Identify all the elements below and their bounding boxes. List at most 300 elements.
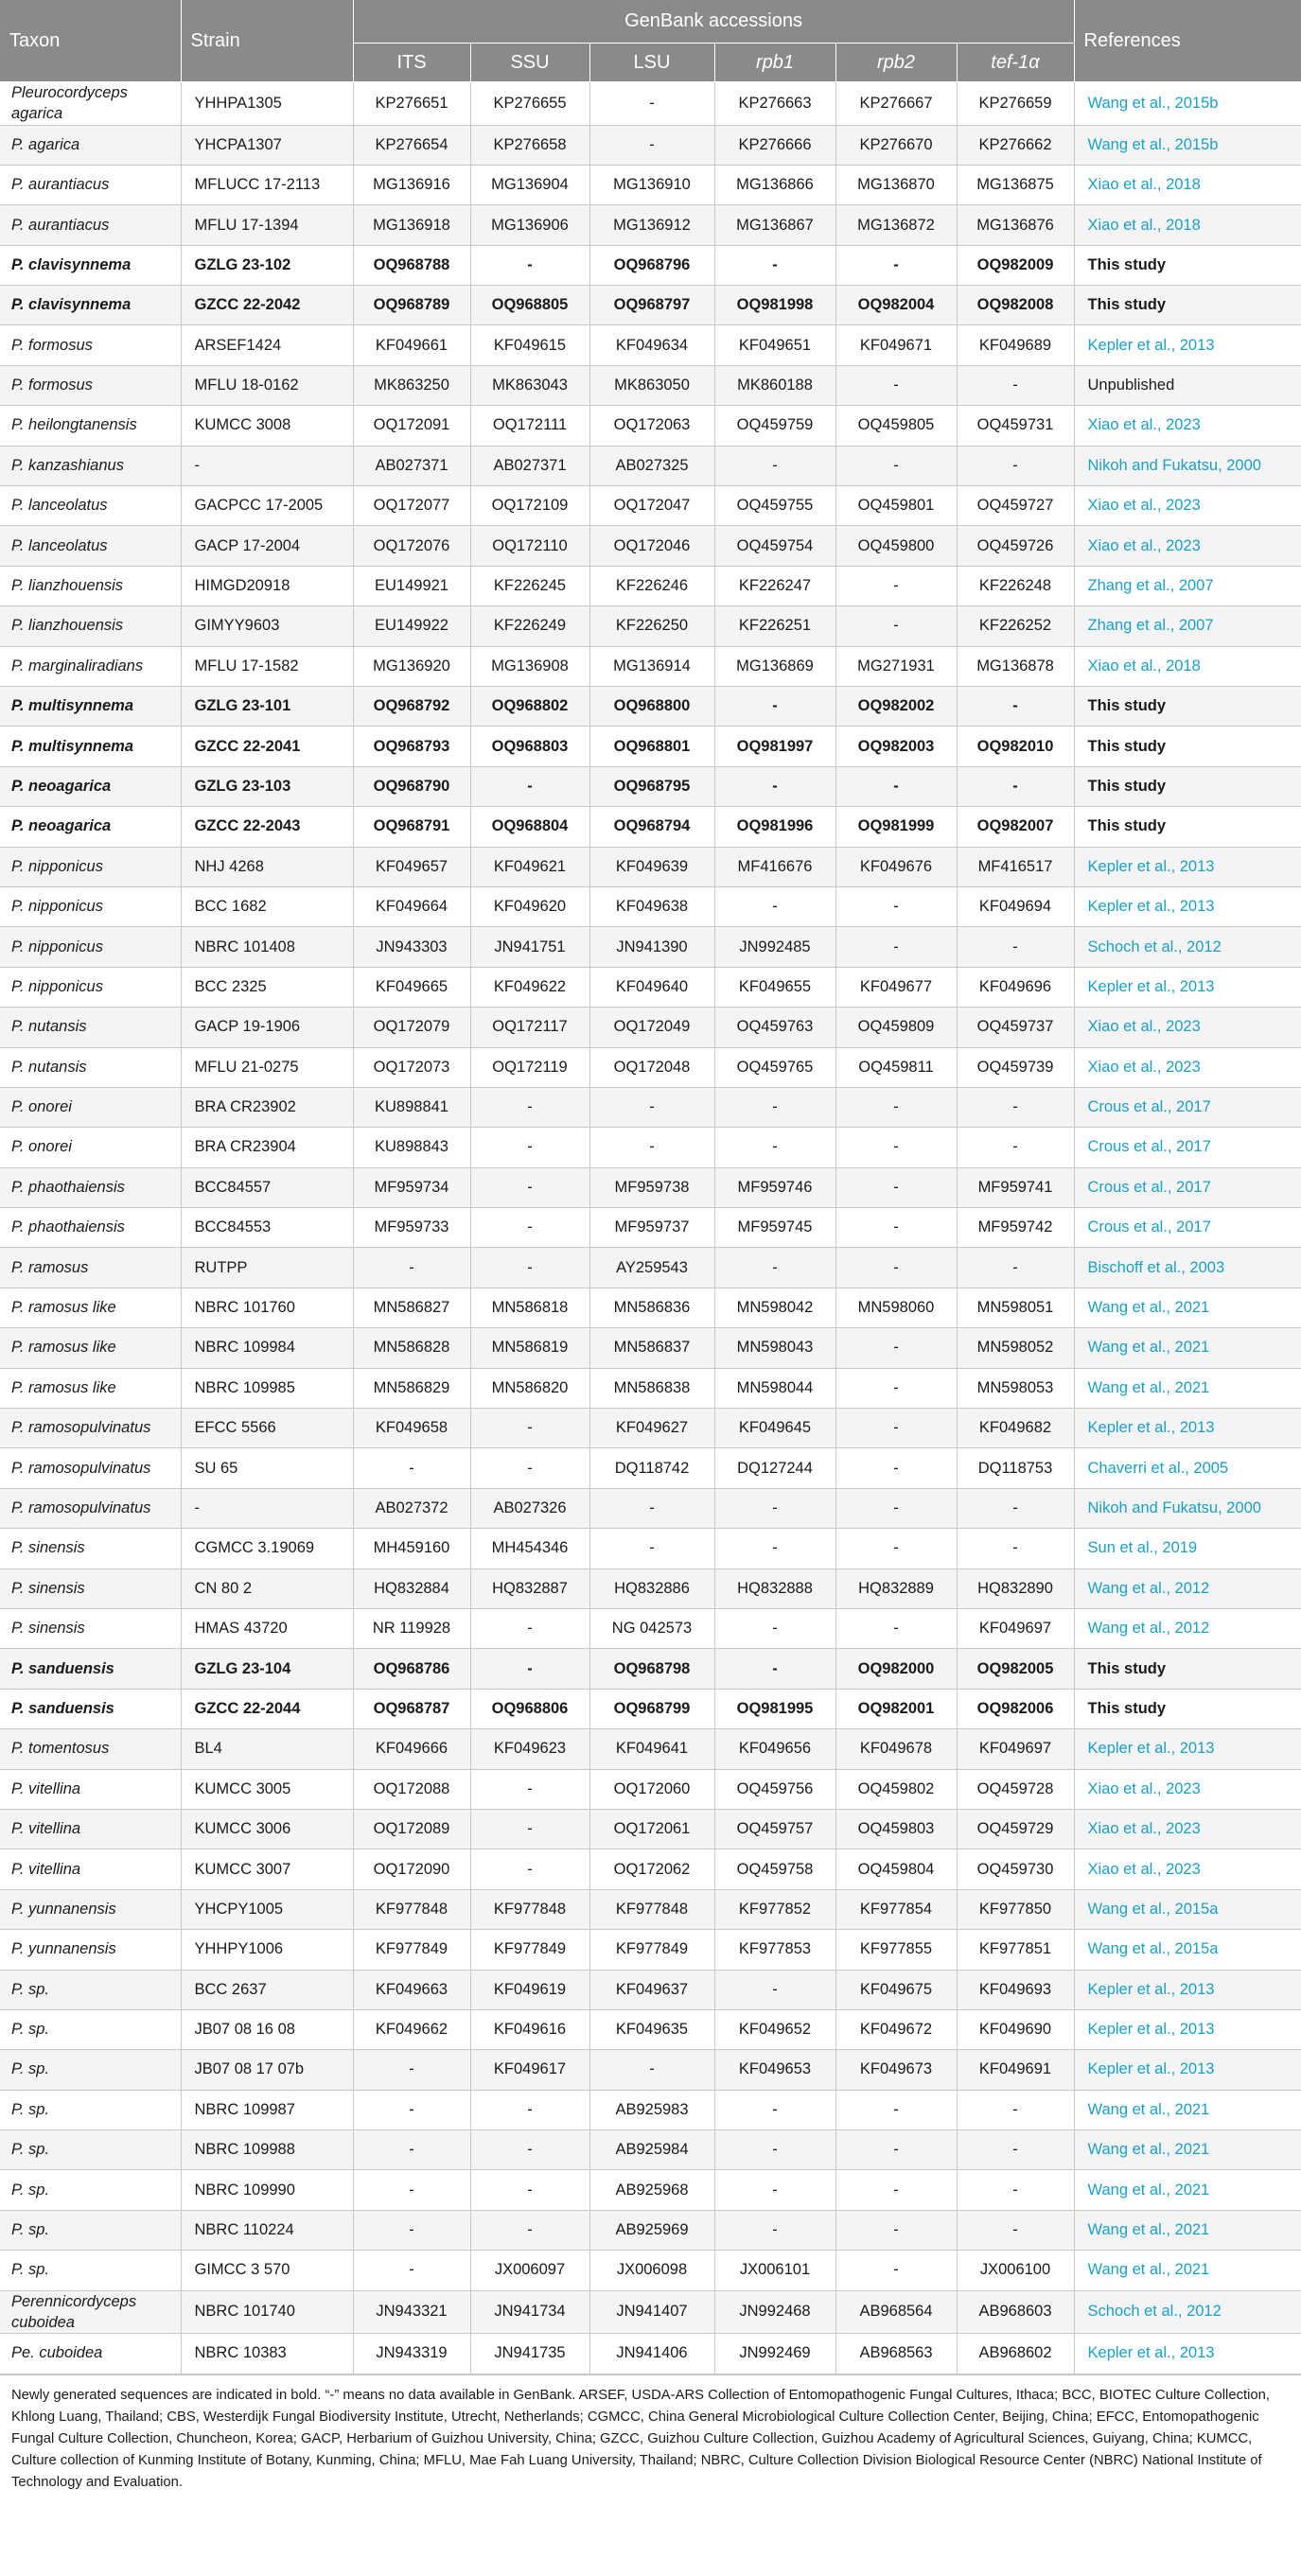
accession-cell: OQ982009	[957, 245, 1074, 285]
taxon-cell: P. sanduensis	[0, 1649, 181, 1689]
strain-cell: YHHPY1006	[181, 1930, 353, 1970]
reference-cell: This study	[1074, 766, 1301, 806]
reference-link[interactable]: Kepler et al., 2013	[1074, 1729, 1301, 1769]
reference-link[interactable]: Xiao et al., 2023	[1074, 406, 1301, 446]
table-row	[0, 286, 1301, 325]
reference-link[interactable]: Wang et al., 2021	[1074, 1328, 1301, 1368]
strain-cell: ARSEF1424	[181, 325, 353, 365]
accession-cell: -	[957, 766, 1074, 806]
reference-link[interactable]: Wang et al., 2015a	[1074, 1930, 1301, 1970]
accession-cell: KF049616	[470, 2009, 589, 2049]
accession-cell: MG271931	[835, 646, 957, 686]
reference-link[interactable]: Wang et al., 2012	[1074, 1608, 1301, 1648]
accession-cell: -	[470, 1809, 589, 1849]
reference-link[interactable]: Xiao et al., 2023	[1074, 1008, 1301, 1047]
accession-cell: OQ459765	[714, 1047, 835, 1087]
table-row	[0, 1689, 1301, 1728]
table-row	[0, 687, 1301, 727]
accession-cell: MF959746	[714, 1167, 835, 1207]
table-row	[0, 2130, 1301, 2170]
accession-cell: MN598053	[957, 1368, 1074, 1408]
accession-cell: MN586827	[353, 1288, 470, 1327]
table-row	[0, 1809, 1301, 1849]
reference-link[interactable]: Schoch et al., 2012	[1074, 2290, 1301, 2334]
accession-cell: -	[470, 1448, 589, 1488]
strain-cell: MFLU 18-0162	[181, 365, 353, 405]
accession-cell: KF226245	[470, 566, 589, 605]
strain-cell: KUMCC 3005	[181, 1769, 353, 1809]
accession-cell: OQ172088	[353, 1769, 470, 1809]
strain-cell: GZLG 23-102	[181, 245, 353, 285]
accession-cell: -	[714, 1128, 835, 1167]
table-row	[0, 1769, 1301, 1809]
accession-cell: MG136870	[835, 165, 957, 204]
reference-cell: This study	[1074, 1649, 1301, 1689]
reference-link[interactable]: Kepler et al., 2013	[1074, 2009, 1301, 2049]
reference-link[interactable]: Kepler et al., 2013	[1074, 2050, 1301, 2090]
accession-cell: OQ172079	[353, 1008, 470, 1047]
strain-cell: BRA CR23902	[181, 1087, 353, 1127]
reference-link[interactable]: Zhang et al., 2007	[1074, 606, 1301, 646]
taxon-cell: P. clavisynnema	[0, 286, 181, 325]
accession-cell: -	[714, 2090, 835, 2129]
accession-cell: OQ172117	[470, 1008, 589, 1047]
accession-cell: -	[835, 1368, 957, 1408]
accession-cell: -	[470, 1248, 589, 1288]
accession-cell: AB027371	[470, 446, 589, 485]
accession-cell: OQ172111	[470, 406, 589, 446]
accession-cell: -	[835, 1488, 957, 1528]
accession-cell: JN943319	[353, 2334, 470, 2374]
reference-link[interactable]: Kepler et al., 2013	[1074, 847, 1301, 886]
accession-cell: KF049693	[957, 1970, 1074, 2009]
reference-link[interactable]: Xiao et al., 2023	[1074, 1809, 1301, 1849]
reference-link[interactable]: Crous et al., 2017	[1074, 1167, 1301, 1207]
accession-cell: OQ982000	[835, 1649, 957, 1689]
accession-cell: AY259543	[589, 1248, 714, 1288]
reference-link[interactable]: Crous et al., 2017	[1074, 1208, 1301, 1248]
table-footnote: Newly generated sequences are indicated in bold. “-” means no data available in GenBank. ARSEF, USDA-ARS Collection of Entomopathogenic Fungal Cultures, Ithaca; BCC, BIOTEC Culture Collection, Khlong Luang, Thailand; CBS, Westerdijk Fungal Biodiversity Institute, Utrecht, Netherlands; CGMCC, China General Microbiological Culture Collection Center, Beijing, China; EFCC, Entomopathogenic Fungal Culture Collection, Chuncheon, Korea; GACP, Herbarium of Guizhou University, China; GZCC, Guizhou Culture Collection, Guizhou Academy of Agricultural Sciences, Guiyang, China; KUMCC, Culture collection of Kunming Institute of Botany, Kunming, China; MFLU, Mae Fah Luang University, Thailand; NBRC, Culture Collection Division Biological Resource Center (NBRC) National Institute of Technology and Evaluation.	[0, 2374, 1301, 2494]
accession-cell: MF959737	[589, 1208, 714, 1248]
accession-cell: OQ968796	[589, 245, 714, 285]
accession-cell: -	[470, 2090, 589, 2129]
accession-cell: OQ968794	[589, 807, 714, 847]
header-locus-ssu: SSU	[470, 44, 589, 82]
accession-cell: KF977851	[957, 1930, 1074, 1970]
accession-cell: -	[957, 2090, 1074, 2129]
accession-cell: KF049694	[957, 886, 1074, 926]
strain-cell: NBRC 101740	[181, 2290, 353, 2334]
header-locus-rpb2: rpb2	[835, 44, 957, 82]
accession-cell: MG136912	[589, 205, 714, 245]
accession-cell: MN586819	[470, 1328, 589, 1368]
accession-cell: OQ981996	[714, 807, 835, 847]
accession-cell: MF416676	[714, 847, 835, 886]
accession-cell: JN941406	[589, 2334, 714, 2374]
accession-cell: KP276662	[957, 125, 1074, 165]
reference-link[interactable]: Xiao et al., 2018	[1074, 646, 1301, 686]
accession-cell: -	[353, 1248, 470, 1288]
accession-cell: -	[714, 2170, 835, 2210]
accession-cell: -	[353, 2050, 470, 2090]
accession-cell: MG136866	[714, 165, 835, 204]
reference-link[interactable]: Kepler et al., 2013	[1074, 1970, 1301, 2009]
taxon-cell: Pleurocordyceps agarica	[0, 82, 181, 126]
reference-link[interactable]: Kepler et al., 2013	[1074, 886, 1301, 926]
accession-cell: OQ172046	[589, 526, 714, 566]
accession-cell: KF049635	[589, 2009, 714, 2049]
accession-cell: -	[714, 687, 835, 727]
reference-link[interactable]: Bischoff et al., 2003	[1074, 1248, 1301, 1288]
accession-cell: EU149922	[353, 606, 470, 646]
taxon-cell: P. vitellina	[0, 1849, 181, 1889]
strain-cell: JB07 08 17 07b	[181, 2050, 353, 2090]
accession-cell: KF049664	[353, 886, 470, 926]
table-row	[0, 1008, 1301, 1047]
accession-cell: HQ832888	[714, 1568, 835, 1608]
accession-cell: KF049639	[589, 847, 714, 886]
accession-cell: KF049696	[957, 967, 1074, 1007]
accession-cell: OQ968802	[470, 687, 589, 727]
strain-cell: NBRC 109990	[181, 2170, 353, 2210]
accession-cell: MG136918	[353, 205, 470, 245]
accession-cell: NG 042573	[589, 1608, 714, 1648]
accession-cell: OQ172049	[589, 1008, 714, 1047]
accession-cell: -	[470, 1608, 589, 1648]
table-row	[0, 1167, 1301, 1207]
accession-cell: JX006098	[589, 2251, 714, 2290]
reference-link[interactable]: Xiao et al., 2023	[1074, 1769, 1301, 1809]
accession-cell: OQ968791	[353, 807, 470, 847]
accession-cell: KF049615	[470, 325, 589, 365]
accession-cell: JN941390	[589, 927, 714, 967]
reference-link[interactable]: Xiao et al., 2023	[1074, 1047, 1301, 1087]
accession-cell: MF959742	[957, 1208, 1074, 1248]
reference-link[interactable]: Crous et al., 2017	[1074, 1087, 1301, 1127]
reference-link[interactable]: Nikoh and Fukatsu, 2000	[1074, 446, 1301, 485]
accession-cell: OQ968792	[353, 687, 470, 727]
accession-cell: KF226252	[957, 606, 1074, 646]
accession-cell: KF049682	[957, 1409, 1074, 1448]
table-row	[0, 1849, 1301, 1889]
taxon-cell: P. agarica	[0, 125, 181, 165]
accession-cell: -	[957, 2170, 1074, 2210]
accession-cell: KF049651	[714, 325, 835, 365]
accession-cell: MN598044	[714, 1368, 835, 1408]
accession-cell: MF959741	[957, 1167, 1074, 1207]
accession-cell: -	[957, 1529, 1074, 1568]
accession-cell: OQ459728	[957, 1769, 1074, 1809]
header-strain: Strain	[181, 0, 353, 82]
accession-cell: KU898841	[353, 1087, 470, 1127]
reference-link[interactable]: Wang et al., 2015b	[1074, 125, 1301, 165]
accession-cell: -	[835, 1248, 957, 1288]
accession-cell: KP276667	[835, 82, 957, 126]
accession-cell: KF049690	[957, 2009, 1074, 2049]
accession-cell: OQ981999	[835, 807, 957, 847]
accession-cell: OQ981997	[714, 727, 835, 766]
accession-cell: OQ459737	[957, 1008, 1074, 1047]
table-row	[0, 1649, 1301, 1689]
taxon-cell: P. nipponicus	[0, 886, 181, 926]
reference-link[interactable]: Wang et al., 2021	[1074, 1288, 1301, 1327]
accession-cell: OQ968787	[353, 1689, 470, 1728]
table-row	[0, 526, 1301, 566]
taxon-cell: P. tomentosus	[0, 1729, 181, 1769]
accession-cell: HQ832887	[470, 1568, 589, 1608]
accession-cell: -	[835, 1208, 957, 1248]
reference-link[interactable]: Xiao et al., 2023	[1074, 486, 1301, 526]
accession-cell: MG136872	[835, 205, 957, 245]
taxon-cell: P. lanceolatus	[0, 486, 181, 526]
table-row	[0, 82, 1301, 126]
reference-link[interactable]: Wang et al., 2021	[1074, 2251, 1301, 2290]
accession-cell: OQ981995	[714, 1689, 835, 1728]
table-row	[0, 646, 1301, 686]
accession-cell: -	[714, 2210, 835, 2250]
strain-cell: NBRC 101760	[181, 1288, 353, 1327]
accession-cell: OQ968798	[589, 1649, 714, 1689]
accession-cell: OQ982003	[835, 727, 957, 766]
accession-cell: OQ968795	[589, 766, 714, 806]
accession-cell: -	[470, 2130, 589, 2170]
accession-cell: OQ172062	[589, 1849, 714, 1889]
table-row	[0, 1729, 1301, 1769]
accession-cell: KF049697	[957, 1729, 1074, 1769]
table-row	[0, 2290, 1301, 2334]
accession-cell: KF049657	[353, 847, 470, 886]
reference-link[interactable]: Wang et al., 2012	[1074, 1568, 1301, 1608]
accession-cell: KF049653	[714, 2050, 835, 2090]
accession-cell: -	[353, 2210, 470, 2250]
taxon-cell: P. nipponicus	[0, 967, 181, 1007]
table-row	[0, 807, 1301, 847]
reference-cell: This study	[1074, 245, 1301, 285]
taxon-cell: P. sp.	[0, 2210, 181, 2250]
accession-cell: OQ968793	[353, 727, 470, 766]
reference-link[interactable]: Kepler et al., 2013	[1074, 325, 1301, 365]
table-row	[0, 165, 1301, 204]
header-genbank-accessions: GenBank accessions	[353, 0, 1074, 44]
accession-cell: OQ172061	[589, 1809, 714, 1849]
strain-cell: NBRC 10383	[181, 2334, 353, 2374]
accession-cell: -	[353, 2170, 470, 2210]
accession-cell: -	[835, 927, 957, 967]
accession-cell: JN941735	[470, 2334, 589, 2374]
accession-cell: MN598042	[714, 1288, 835, 1327]
taxon-cell: P. formosus	[0, 325, 181, 365]
accession-cell: KP276659	[957, 82, 1074, 126]
accession-cell: MF416517	[957, 847, 1074, 886]
accession-cell: MG136869	[714, 646, 835, 686]
accession-cell: EU149921	[353, 566, 470, 605]
accession-cell: HQ832884	[353, 1568, 470, 1608]
accession-cell: KP276658	[470, 125, 589, 165]
accession-cell: -	[470, 766, 589, 806]
reference-link[interactable]: Chaverri et al., 2005	[1074, 1448, 1301, 1488]
reference-link[interactable]: Nikoh and Fukatsu, 2000	[1074, 1488, 1301, 1528]
accession-cell: OQ968805	[470, 286, 589, 325]
taxon-cell: P. sp.	[0, 1970, 181, 2009]
strain-cell: -	[181, 446, 353, 485]
reference-link[interactable]: Wang et al., 2021	[1074, 2210, 1301, 2250]
table-row	[0, 446, 1301, 485]
accession-cell: OQ968799	[589, 1689, 714, 1728]
reference-cell: This study	[1074, 687, 1301, 727]
accession-cell: -	[714, 245, 835, 285]
accession-cell: KF049661	[353, 325, 470, 365]
accession-cell: MN586838	[589, 1368, 714, 1408]
reference-link[interactable]: Schoch et al., 2012	[1074, 927, 1301, 967]
strain-cell: GZLG 23-104	[181, 1649, 353, 1689]
accession-cell: MG136878	[957, 646, 1074, 686]
accession-cell: OQ459757	[714, 1809, 835, 1849]
accession-cell: -	[835, 1448, 957, 1488]
taxon-cell: P. clavisynnema	[0, 245, 181, 285]
reference-link[interactable]: Wang et al., 2015b	[1074, 82, 1301, 126]
accession-cell: -	[714, 2130, 835, 2170]
accession-cell: JN992469	[714, 2334, 835, 2374]
accession-cell: MN598051	[957, 1288, 1074, 1327]
reference-link[interactable]: Xiao et al., 2023	[1074, 526, 1301, 566]
reference-link[interactable]: Kepler et al., 2013	[1074, 967, 1301, 1007]
accession-cell: -	[470, 245, 589, 285]
accession-cell: OQ459803	[835, 1809, 957, 1849]
reference-link[interactable]: Sun et al., 2019	[1074, 1529, 1301, 1568]
accession-cell: OQ459804	[835, 1849, 957, 1889]
accession-cell: JX006101	[714, 2251, 835, 2290]
strain-cell: BCC 2637	[181, 1970, 353, 2009]
taxon-cell: P. kanzashianus	[0, 446, 181, 485]
table-row	[0, 1529, 1301, 1568]
accession-cell: MG136876	[957, 205, 1074, 245]
taxon-cell: P. onorei	[0, 1128, 181, 1167]
accession-cell: KF049672	[835, 2009, 957, 2049]
taxon-cell: P. sinensis	[0, 1608, 181, 1648]
header-locus-rpb1: rpb1	[714, 44, 835, 82]
accession-cell: -	[835, 365, 957, 405]
accession-cell: MH454346	[470, 1529, 589, 1568]
strain-cell: GACP 19-1906	[181, 1008, 353, 1047]
accession-cell: KF049622	[470, 967, 589, 1007]
accession-cell: KF977848	[470, 1889, 589, 1929]
taxon-cell: P. neoagarica	[0, 766, 181, 806]
reference-link[interactable]: Zhang et al., 2007	[1074, 566, 1301, 605]
strain-cell: NBRC 109987	[181, 2090, 353, 2129]
accession-cell: MG136867	[714, 205, 835, 245]
accession-cell: KF226249	[470, 606, 589, 646]
table-row	[0, 727, 1301, 766]
reference-link[interactable]: Wang et al., 2015a	[1074, 1889, 1301, 1929]
reference-link[interactable]: Crous et al., 2017	[1074, 1128, 1301, 1167]
reference-link[interactable]: Xiao et al., 2023	[1074, 1849, 1301, 1889]
accession-cell: OQ981998	[714, 286, 835, 325]
reference-link[interactable]: Xiao et al., 2018	[1074, 165, 1301, 204]
table-row	[0, 1930, 1301, 1970]
strain-cell: NBRC 110224	[181, 2210, 353, 2250]
accession-cell: KF049655	[714, 967, 835, 1007]
accession-cell: AB925983	[589, 2090, 714, 2129]
accession-cell: MG136904	[470, 165, 589, 204]
table-row	[0, 1208, 1301, 1248]
table-row	[0, 365, 1301, 405]
accession-cell: -	[353, 1448, 470, 1488]
table-row	[0, 205, 1301, 245]
accession-cell: AB968602	[957, 2334, 1074, 2374]
reference-link[interactable]: Wang et al., 2021	[1074, 2090, 1301, 2129]
taxon-cell: P. ramosopulvinatus	[0, 1448, 181, 1488]
accession-cell: MF959734	[353, 1167, 470, 1207]
accession-cell: OQ172109	[470, 486, 589, 526]
reference-link[interactable]: Xiao et al., 2018	[1074, 205, 1301, 245]
reference-link[interactable]: Wang et al., 2021	[1074, 2130, 1301, 2170]
strain-cell: MFLU 17-1394	[181, 205, 353, 245]
reference-link[interactable]: Wang et al., 2021	[1074, 1368, 1301, 1408]
table-row	[0, 1328, 1301, 1368]
accession-cell: KF049621	[470, 847, 589, 886]
accession-cell: OQ459805	[835, 406, 957, 446]
taxon-cell: P. nipponicus	[0, 847, 181, 886]
accession-cell: OQ968790	[353, 766, 470, 806]
accession-cell: -	[714, 1488, 835, 1528]
accession-cell: OQ459730	[957, 1849, 1074, 1889]
reference-link[interactable]: Kepler et al., 2013	[1074, 1409, 1301, 1448]
accession-cell: MN598052	[957, 1328, 1074, 1368]
table-row	[0, 2090, 1301, 2129]
accession-cell: KF049675	[835, 1970, 957, 2009]
table-row	[0, 1368, 1301, 1408]
reference-link[interactable]: Wang et al., 2021	[1074, 2170, 1301, 2210]
accession-cell: OQ982001	[835, 1689, 957, 1728]
strain-cell: KUMCC 3006	[181, 1809, 353, 1849]
accession-cell: MG136906	[470, 205, 589, 245]
accession-cell: OQ459726	[957, 526, 1074, 566]
reference-link[interactable]: Kepler et al., 2013	[1074, 2334, 1301, 2374]
taxon-cell: P. heilongtanensis	[0, 406, 181, 446]
accession-cell: -	[835, 886, 957, 926]
accession-cell: OQ982002	[835, 687, 957, 727]
accession-cell: -	[470, 1087, 589, 1127]
accession-cell: OQ982004	[835, 286, 957, 325]
accession-cell: HQ832890	[957, 1568, 1074, 1608]
table-row	[0, 1409, 1301, 1448]
accession-cell: KP276651	[353, 82, 470, 126]
accession-cell: KF977850	[957, 1889, 1074, 1929]
accession-cell: -	[957, 365, 1074, 405]
table-row	[0, 1488, 1301, 1528]
accession-cell: OQ172089	[353, 1809, 470, 1849]
accession-cell: -	[957, 446, 1074, 485]
accession-cell: MK863050	[589, 365, 714, 405]
header-locus-its: ITS	[353, 44, 470, 82]
accession-cell: KP276663	[714, 82, 835, 126]
taxon-cell: P. ramosus like	[0, 1288, 181, 1327]
accession-cell: DQ118753	[957, 1448, 1074, 1488]
strain-cell: NHJ 4268	[181, 847, 353, 886]
accession-cell: AB027371	[353, 446, 470, 485]
accession-cell: AB968603	[957, 2290, 1074, 2334]
accession-cell: KP276655	[470, 82, 589, 126]
accession-cell: -	[714, 1970, 835, 2009]
reference-cell: This study	[1074, 286, 1301, 325]
taxon-cell: P. lianzhouensis	[0, 566, 181, 605]
accession-cell: KF977855	[835, 1930, 957, 1970]
accession-cell: -	[470, 1409, 589, 1448]
taxon-cell: P. onorei	[0, 1087, 181, 1127]
accession-cell: -	[470, 2170, 589, 2210]
accession-cell: -	[957, 927, 1074, 967]
accession-cell: OQ459802	[835, 1769, 957, 1809]
